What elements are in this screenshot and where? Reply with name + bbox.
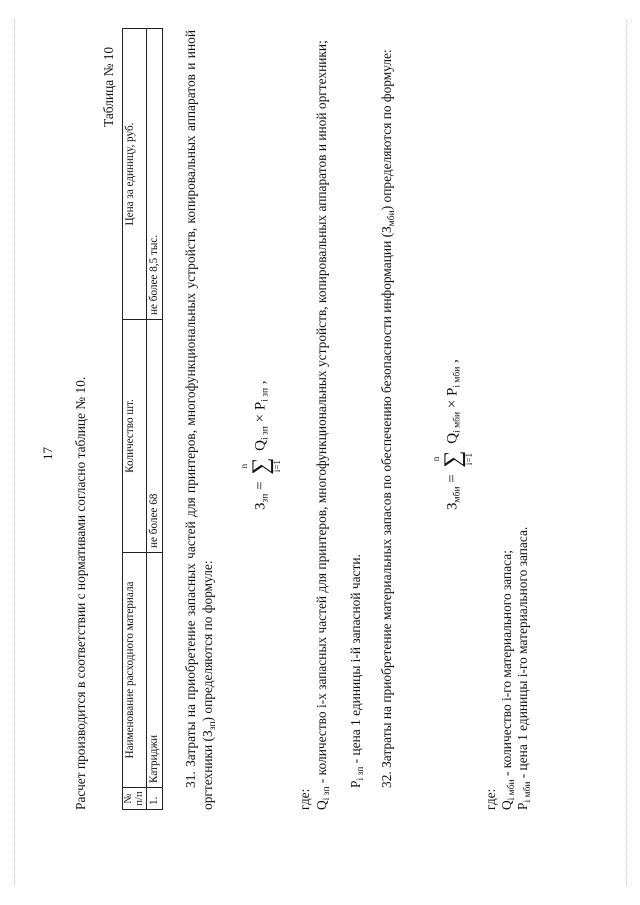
formula-1-equals: = [252, 481, 269, 490]
def-p2-text: - цена 1 единицы i-го материального запаса. [515, 526, 530, 782]
table-header-row [123, 29, 147, 810]
cell-material-name: Катриджи [147, 553, 163, 788]
formula-1-sum-lower: i=1 [272, 460, 282, 473]
def-q2-symbol: Q [499, 800, 514, 810]
sigma-icon: ∑ [248, 457, 274, 475]
formula-2-sum-lower: i=1 [464, 452, 474, 466]
formula-1-q-subscript: i зп [260, 426, 271, 440]
definition-p-spare-parts [347, 554, 367, 788]
definition-p-security [514, 527, 534, 810]
formula-1-sum [240, 458, 282, 475]
materials-table [122, 28, 163, 810]
formula-1-p-subscript: i зп [260, 387, 271, 402]
paragraph-31-text: 31. Затраты на приобретение запасных частей для принтеров, многофункциональных устройств, копировальных аппаратов и иной оргтехники (З [183, 30, 216, 810]
where-label-1: где: [297, 788, 312, 810]
formula-2-end: , [444, 359, 461, 363]
formula-1-times: × [252, 413, 269, 423]
cell-quantity: не более 68 [147, 320, 163, 553]
def-q1-subscript: i зп [322, 786, 332, 801]
paragraph-32-subscript: мби [387, 210, 397, 227]
def-p2-symbol: P [515, 802, 530, 810]
cell-number: 1. [147, 788, 163, 810]
header-number: № п/п [123, 788, 147, 810]
def-p2-subscript: i мби [523, 781, 533, 803]
formula-1-lhs-subscript: зп [260, 493, 271, 503]
def-q1-text: - количество i-х запасных частей для принтеров, многофункциональных устройств, копировальных аппаратов и иной оргтехники; [314, 40, 329, 787]
formula-2-equals: = [444, 474, 461, 483]
formula-2-lhs: З [444, 502, 461, 510]
cell-unit-price: не более 8,5 тыс. [147, 29, 163, 320]
formula-2-p-subscript: i мби [452, 366, 463, 388]
formula-2-sum [432, 450, 474, 467]
def-q1-symbol: Q [314, 800, 329, 810]
def-p1-subscript: i зп [356, 766, 366, 781]
paragraph-32-text: 32. Затраты на приобретение материальных запасов по обеспечению безопасности информации (З [379, 226, 394, 788]
header-unit-price: Цена за единицу, руб. [123, 29, 147, 320]
paragraph-31-subscript: зп [208, 721, 219, 731]
paragraph-32 [378, 30, 398, 810]
formula-spare-parts [240, 380, 282, 510]
def-q2-subscript: i мби [507, 779, 517, 801]
formula-2-times: × [444, 399, 461, 409]
paragraph-31 [182, 30, 219, 810]
formula-2-sum-upper: n [431, 456, 441, 462]
formula-1-q: Q [252, 439, 269, 451]
formula-1-end: , [252, 380, 269, 385]
formula-1-sum-upper: n [239, 463, 249, 469]
page-number: 17 [40, 447, 55, 460]
intro-paragraph: Расчет производится в соответствии с нормативами согласно таблице № 10. [73, 376, 88, 810]
header-quantity: Количество шт. [123, 320, 147, 553]
def-p1-text: - цена 1 единицы i-й запасной части. [348, 554, 363, 767]
formula-security-materials [432, 359, 474, 510]
def-q2-text: - количество i-го материального запаса; [499, 550, 514, 780]
sigma-icon: ∑ [440, 450, 466, 468]
formula-2-lhs-subscript: мби [452, 486, 463, 503]
def-p1-symbol: P [348, 780, 363, 788]
formula-1-p: P [252, 401, 269, 411]
paragraph-32-tail: ) определяются по формуле: [379, 49, 394, 211]
table-caption: Таблица № 10 [101, 46, 116, 127]
formula-1-lhs: З [252, 502, 269, 510]
header-material-name: Наименование расходного материала [123, 553, 147, 788]
table-row [147, 29, 163, 810]
formula-2-p: P [444, 387, 461, 396]
paragraph-31-tail: ) определяются по формуле: [200, 560, 216, 722]
definition-q-spare-parts [313, 30, 333, 810]
formula-2-q-subscript: i мби [452, 411, 463, 433]
formula-2-q: Q [444, 432, 461, 444]
where-label-2: где: [483, 788, 498, 810]
